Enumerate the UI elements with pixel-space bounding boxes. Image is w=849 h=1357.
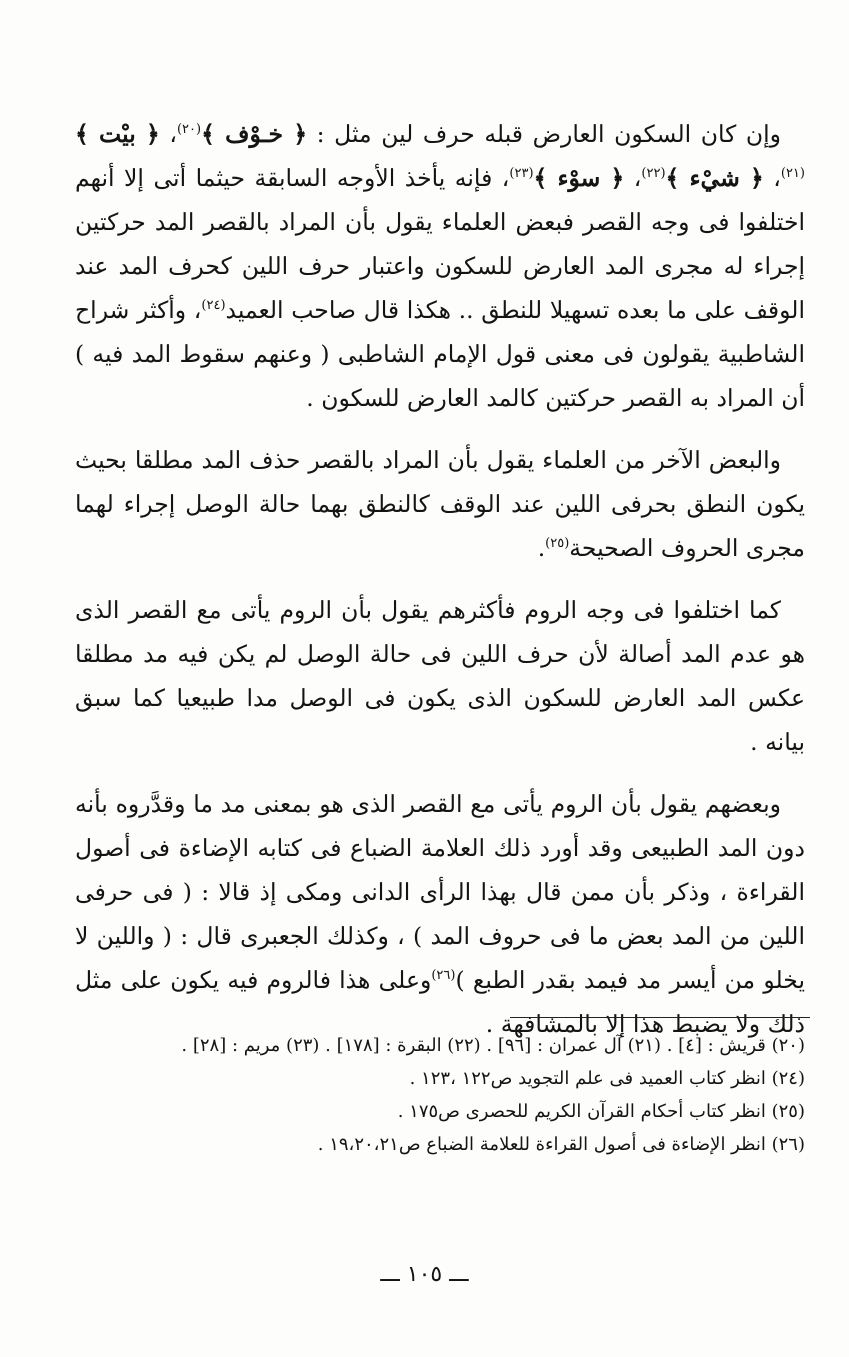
quran-word: ﴿ شيْء ﴾ (665, 164, 764, 192)
paragraph-text: ، فإنه يأخذ الأوجه السابقة حيثما أتى إلا أنهم اختلفوا فى وجه القصر فبعض العلماء يقول بأن المراد بالقصر المد حركتين إجراء له مجرى المد العارض للسكون واعتبار حرف اللين كحرف المد عند الوقف على ما بعده تسهيلا للنطق .. هكذا قال صاحب العميد (75, 164, 805, 324)
footnote-marker: (٢٣) (509, 166, 534, 182)
footnote-marker: (٢٤) (201, 298, 226, 314)
paragraph-text: والبعض الآخر من العلماء يقول بأن المراد بالقصر حذف المد مطلقا بحيث يكون النطق بحرفى اللين عند الوقف كالنطق بهما حالة الوصل إجراء لهما مجرى الحروف الصحيحة (75, 446, 805, 562)
paragraph-4 (75, 782, 805, 1046)
main-text (75, 112, 805, 1064)
footnote-marker: (٢١) (780, 166, 805, 182)
quran-word: ﴿ بيْت ﴾ (75, 120, 160, 148)
footnotes (75, 1029, 805, 1161)
paragraph-text: ، وأكثر شراح الشاطبية يقولون فى معنى قول الإمام الشاطبى ( وعنهم سقوط المد فيه ) أن المراد به القصر حركتين كالمد العارض للسكون . (75, 296, 805, 412)
footnote-25: (٢٥) انظر كتاب أحكام القرآن الكريم للحصرى ص١٧٥ . (397, 1101, 805, 1122)
footnote-20-23: (٢٠) قريش : [٤] . (٢١) آل عمران : [٩٦] . (٢٢) البقرة : [١٧٨] . (٢٣) مريم : [٢٨] . (181, 1035, 805, 1056)
paragraph-text: كما اختلفوا فى وجه الروم فأكثرهم يقول بأن الروم يأتى مع القصر الذى هو عدم المد أصالة لأن حرف اللين فى حالة الوصل لم يكن فيه مد مطلقا عكس المد العارض للسكون الذى يكون فى الوصل مدا طبيعيا كما سبق بيانه . (75, 596, 805, 756)
footnote-marker: (٢٦) (431, 968, 456, 984)
footnote-26: (٢٦) انظر الإضاءة فى أصول القراءة للعلامة الضباع ص١٩،٢٠،٢١ . (317, 1134, 805, 1155)
paragraph-2 (75, 438, 805, 570)
footnote-marker: (٢٥) (545, 536, 570, 552)
footnote-marker: (٢٢) (641, 166, 666, 182)
footnote-marker: (٢٠) (176, 122, 202, 138)
footnote-24: (٢٤) انظر كتاب العميد فى علم التجويد ص١٢٢ ،١٢٣ . (409, 1068, 805, 1089)
paragraph-text: وإن كان السكون العارض قبله حرف لين مثل : (307, 120, 782, 148)
quran-word: ﴿ خـوْف ﴾ (201, 120, 308, 148)
paragraph-text: ، (763, 164, 781, 192)
page-number: ـــ ١٠٥ ـــ (380, 1262, 469, 1287)
quran-word: ﴿ سوْء ﴾ (533, 164, 625, 192)
paragraph-text: وبعضهم يقول بأن الروم يأتى مع القصر الذى هو بمعنى مد ما وقدَّروه بأنه دون المد الطبيعى وقد أورد ذلك العلامة الضباع فى كتابه الإضاءة فى أصول القراءة ، وذكر بأن ممن قال بهذا الرأى الدانى ومكى إذ قالا : ( فى حرفى اللين من المد بعض ما فى حروف المد ) ، وكذلك الجعبرى قال : ( واللين لا يخلو من أيسر مد فيمد بقدر الطبع ) (75, 790, 805, 994)
footnote-divider (510, 1017, 810, 1018)
paragraph-text: ، (624, 164, 642, 192)
paragraph-text: وعلى هذا فالروم فيه يكون على مثل ذلك ولا يضبط هذا إلا بالمشافهة . (75, 966, 805, 1038)
paragraph-text: . (537, 534, 546, 562)
paragraph-text: ، (159, 120, 177, 148)
paragraph-1 (75, 112, 805, 420)
paragraph-3 (75, 588, 805, 764)
